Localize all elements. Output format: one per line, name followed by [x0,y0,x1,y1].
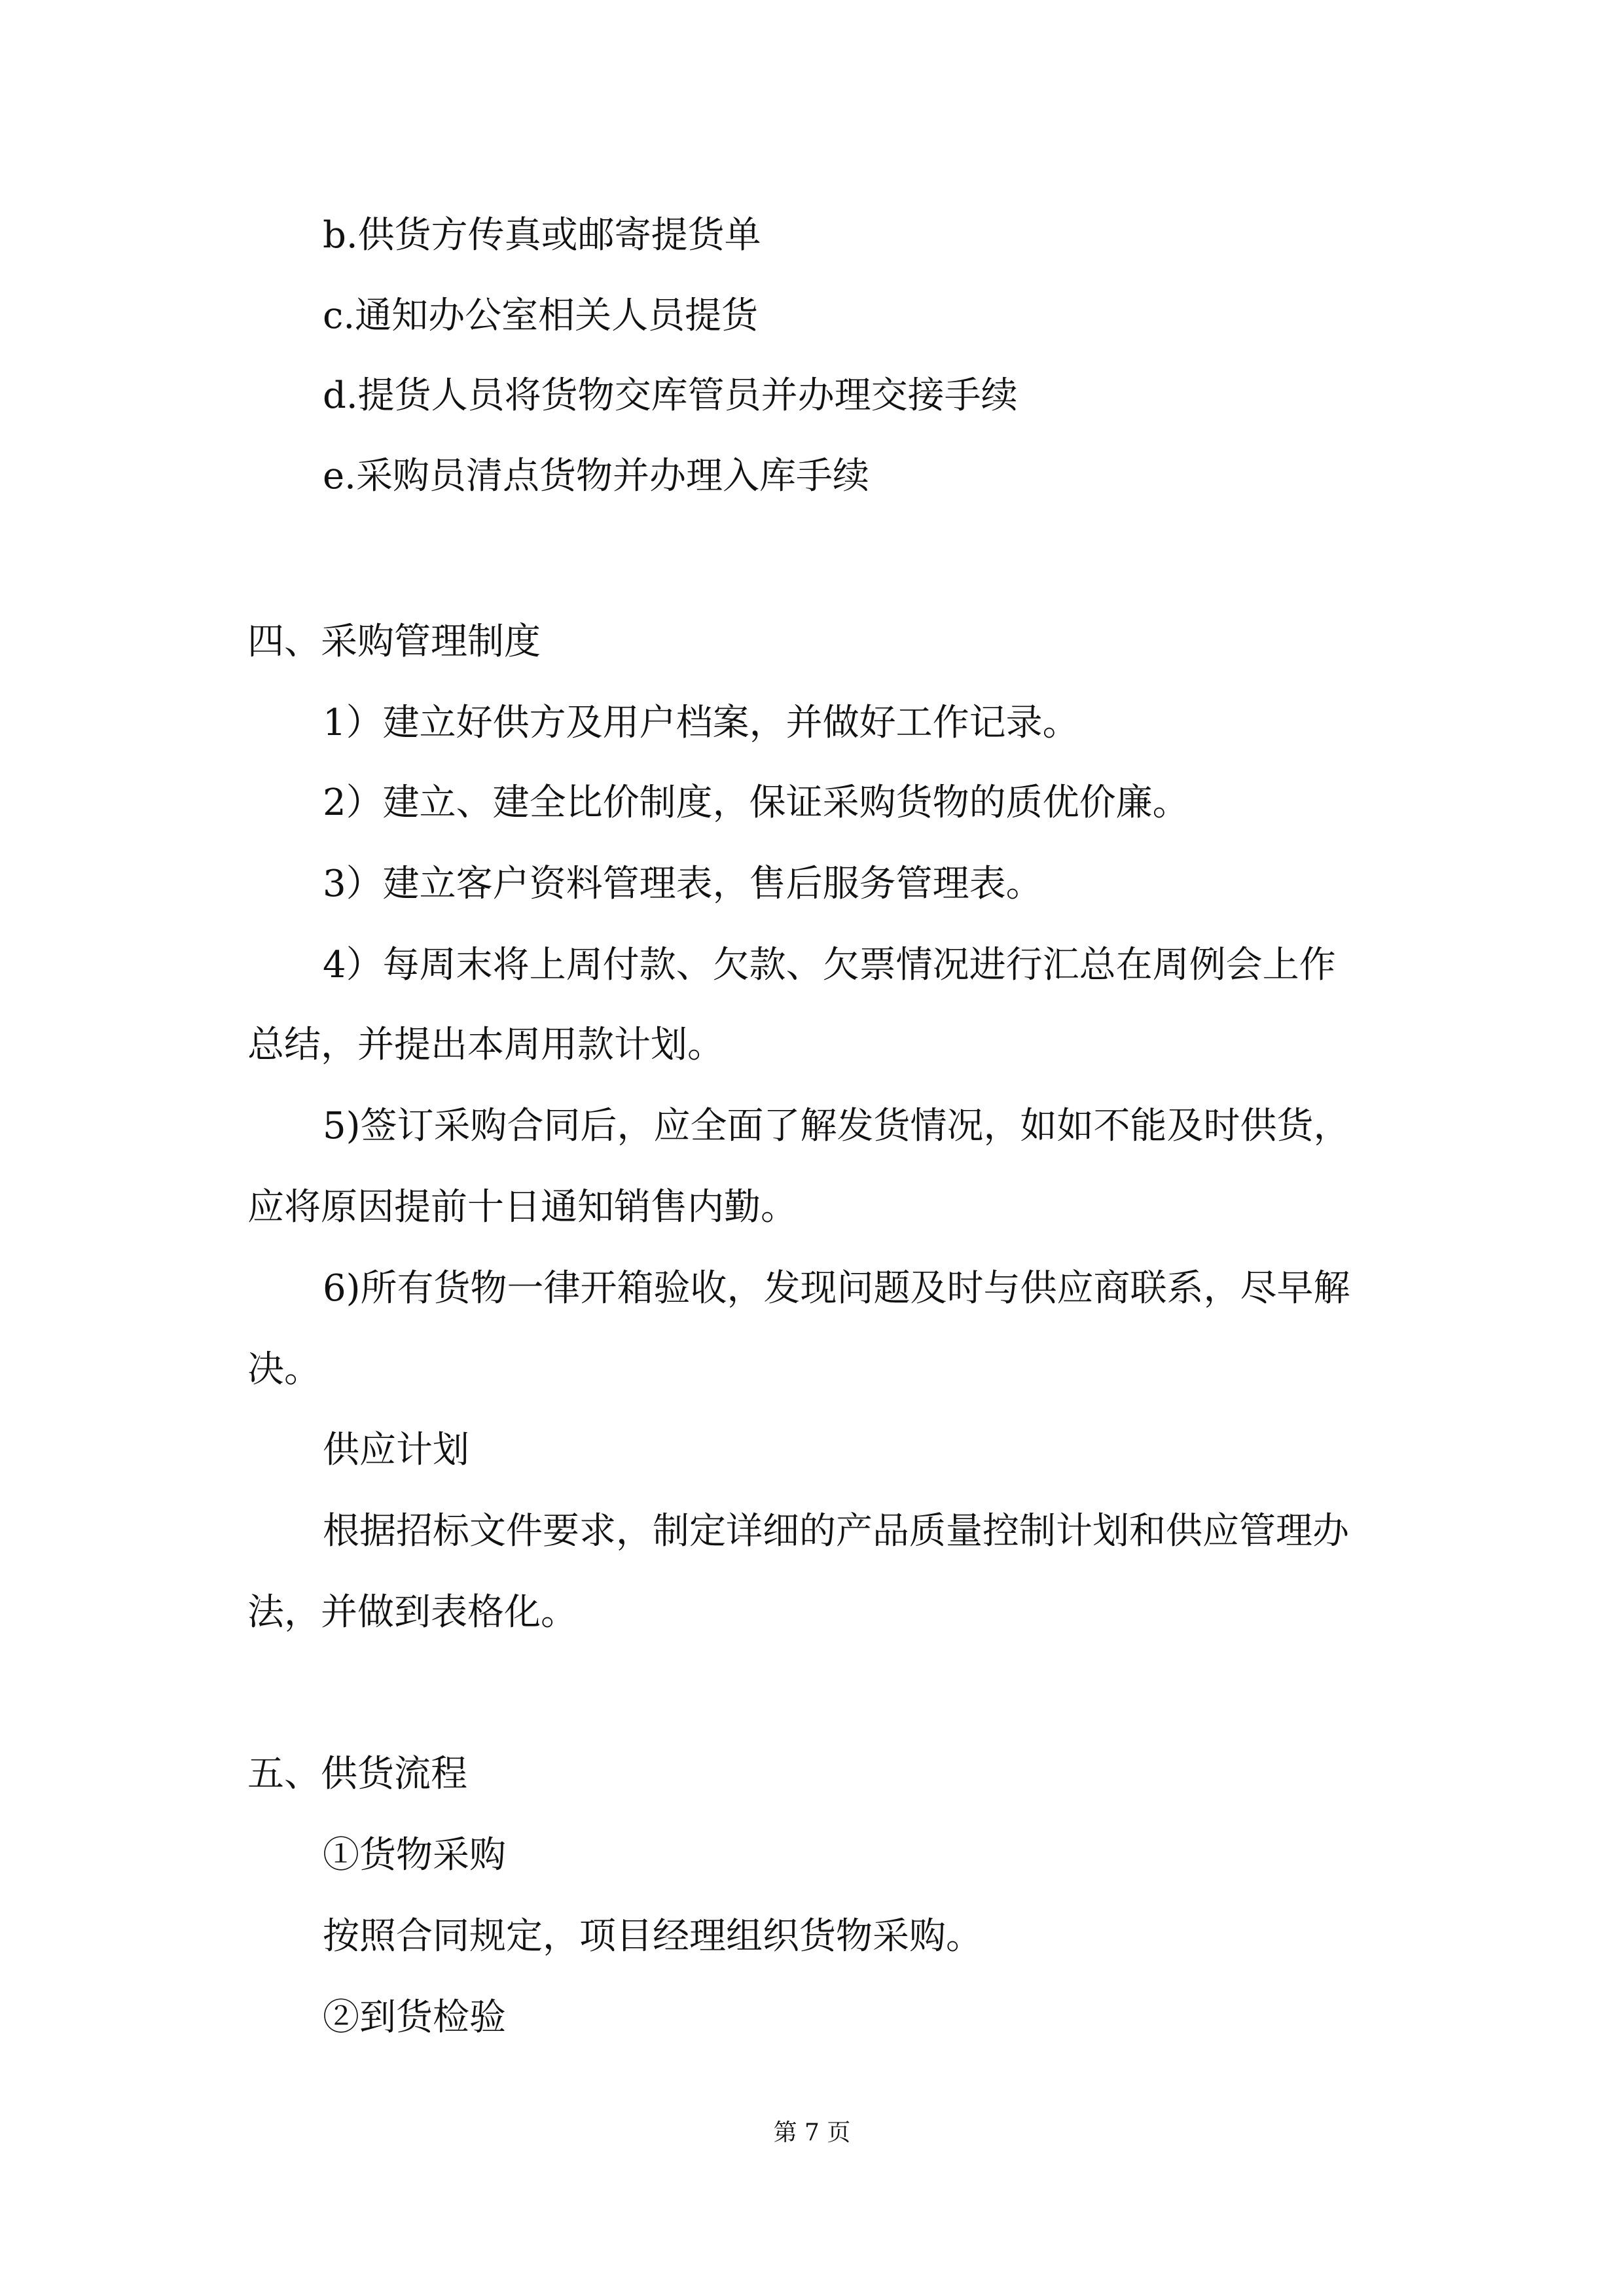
list-item-c: c.通知办公室相关人员提货 [323,295,759,337]
rule-item-3: 3）建立客户资料管理表，售后服务管理表。 [323,863,1043,905]
rule-item-5: 5)签订采购合同后，应全面了解发货情况，如如不能及时供货， [323,1105,1350,1147]
rule-item-4-cont: 总结，并提出本周用款计划。 [247,1024,724,1066]
rule-item-1: 1）建立好供方及用户档案，并做好工作记录。 [323,702,1079,744]
list-item-e: e.采购员清点货物并办理入库手续 [323,455,869,497]
step-1-text: 按照合同规定，项目经理组织货物采购。 [323,1915,983,1958]
section-heading-5: 五、供货流程 [247,1753,467,1795]
section-heading-4: 四、采购管理制度 [247,620,541,663]
list-item-d: d.提货人员将货物交库管员并办理交接手续 [323,374,1018,417]
supply-plan-text-cont: 法，并做到表格化。 [247,1591,577,1634]
supply-plan-heading: 供应计划 [323,1429,469,1471]
step-1-heading: ①货物采购 [323,1834,506,1876]
rule-item-4: 4）每周末将上周付款、欠款、欠票情况进行汇总在周例会上作 [323,944,1336,986]
rule-item-6-cont: 决。 [247,1348,321,1391]
supply-plan-text: 根据招标文件要求，制定详细的产品质量控制计划和供应管理办 [323,1510,1349,1552]
page-number: 第 7 页 [773,2119,851,2146]
rule-item-6: 6)所有货物一律开箱验收，发现问题及时与供应商联系，尽早解 [323,1267,1350,1310]
step-2-heading: ②到货检验 [323,1996,506,2039]
rule-item-2: 2）建立、建全比价制度，保证采购货物的质优价廉。 [323,781,1189,824]
list-item-b: b.供货方传真或邮寄提货单 [323,214,761,257]
rule-item-5-cont: 应将原因提前十日通知销售内勤。 [247,1186,797,1229]
